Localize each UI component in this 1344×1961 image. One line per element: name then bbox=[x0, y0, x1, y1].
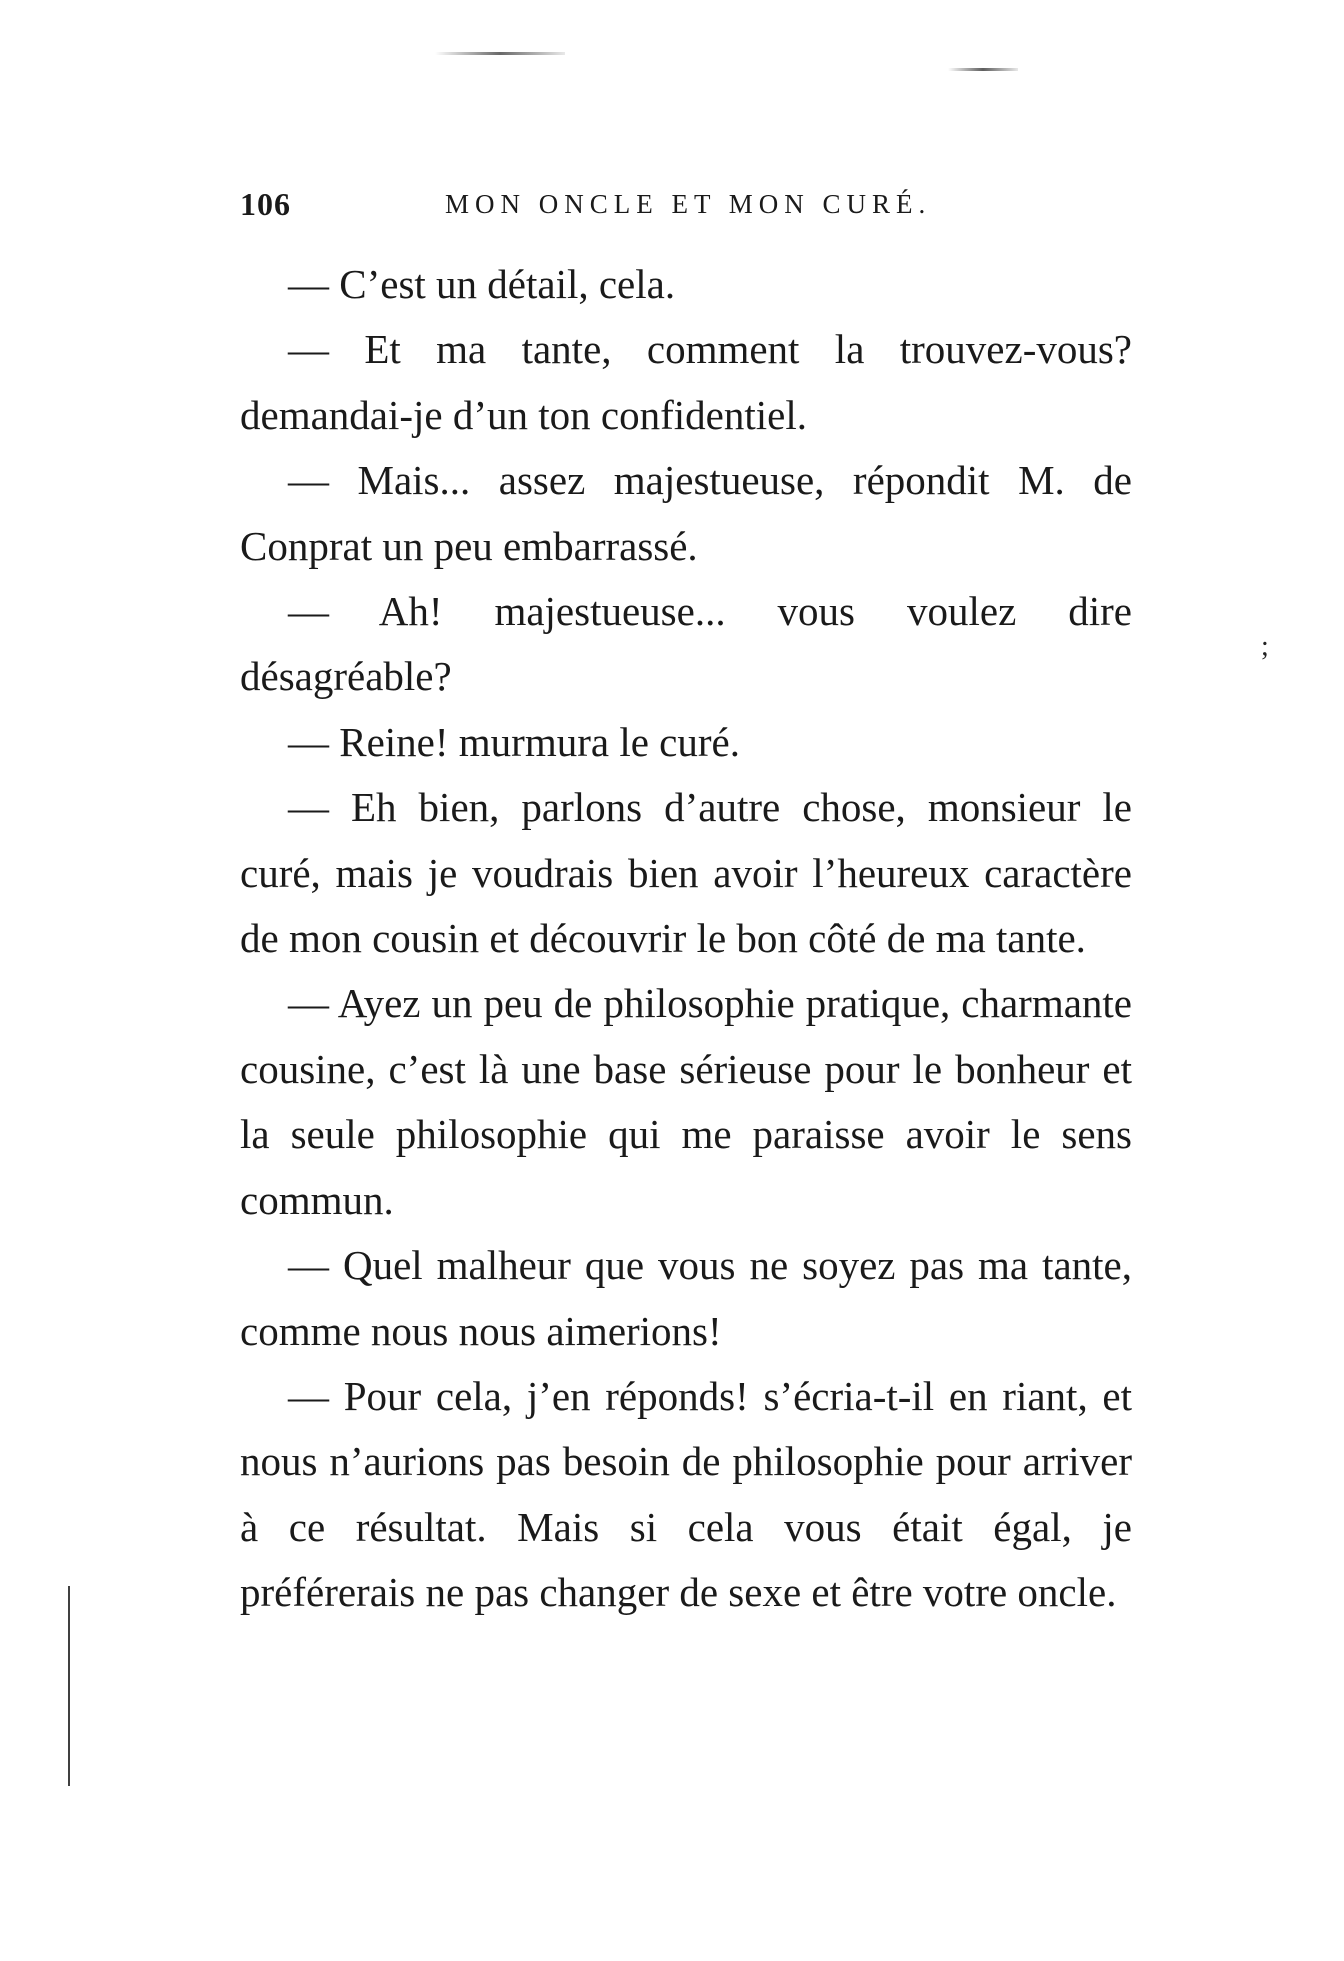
running-title: MON ONCLE ET MON CURÉ. bbox=[445, 189, 932, 219]
margin-rule bbox=[68, 1586, 70, 1786]
paragraph: — Ayez un peu de philosophie pratique, charmante cousine, c’est là une base sérieuse pour le bonheur et la seule philosophie qui me paraisse avoir le sens commun. bbox=[240, 980, 1132, 1223]
paragraph: — Eh bien, parlons d’autre chose, monsieur le curé, mais je voudrais bien avoir l’heureux caractère de mon cousin et découvrir le bon côté de ma tante. bbox=[240, 784, 1132, 962]
body-text bbox=[240, 252, 1132, 1626]
paragraph: — Mais... assez majestueuse, répondit M. de Conprat un peu embarrassé. bbox=[240, 457, 1132, 569]
ink-smudge bbox=[435, 52, 565, 55]
paragraph: — Pour cela, j’en réponds! s’écria-t-il en riant, et nous n’aurions pas besoin de philosophie pour arriver à ce résultat. Mais si cela vous était égal, je préférerais ne pas changer de sexe et être votre oncle. bbox=[240, 1372, 1132, 1616]
paragraph: — C’est un détail, cela. bbox=[288, 261, 676, 307]
page-header bbox=[240, 186, 960, 236]
paragraph: — Et ma tante, comment la trouvez-vous? demandai-je d’un ton confidentiel. bbox=[240, 326, 1132, 438]
ink-smudge bbox=[948, 68, 1018, 71]
paragraph: — Ah! majestueuse... vous voulez dire désagréable? bbox=[240, 588, 1132, 700]
paragraph: — Quel malheur que vous ne soyez pas ma tante, comme nous nous aimerions! bbox=[240, 1242, 1132, 1354]
page-number: 106 bbox=[240, 186, 291, 222]
margin-mark: ; bbox=[1261, 631, 1269, 662]
paragraph: — Reine! murmura le curé. bbox=[288, 718, 740, 765]
